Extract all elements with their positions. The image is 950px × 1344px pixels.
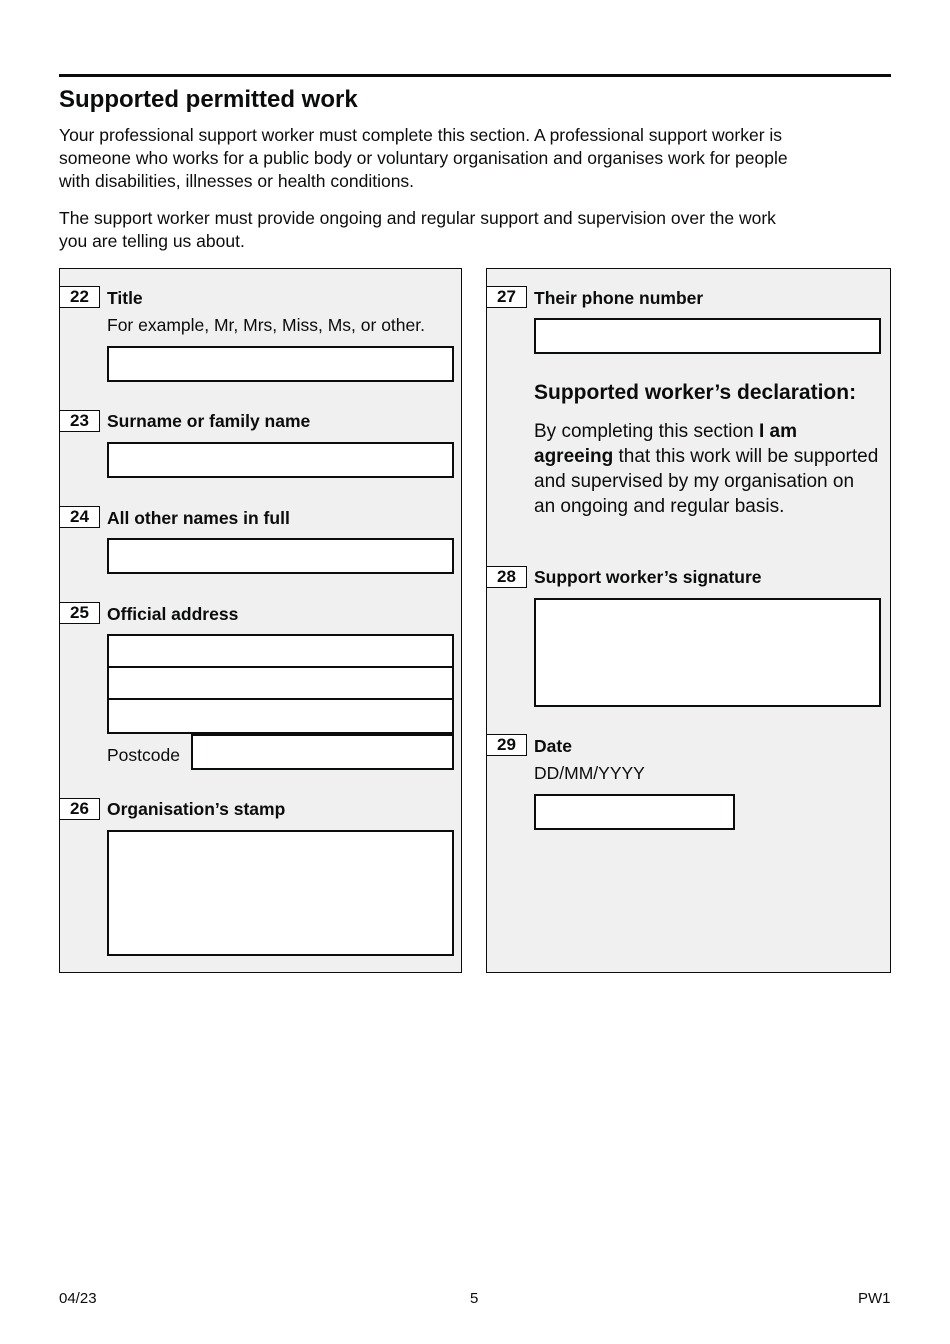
organisation-stamp-box[interactable]: [107, 830, 454, 956]
footer-form-code: PW1: [858, 1290, 891, 1307]
footer-page-number: 5: [470, 1290, 479, 1307]
date-label: Date: [534, 736, 572, 756]
official-address-label: Official address: [107, 604, 239, 624]
date-hint: DD/MM/YYYY: [534, 763, 645, 783]
question-number-27: 27: [487, 286, 527, 308]
declaration-text: [534, 419, 879, 519]
title-input[interactable]: [107, 346, 454, 382]
intro-paragraph: Your professional support worker must complete this section. A professional support worker is someone who works for a public body or voluntary organisation and organises work for people with disabilities, illnesses or health conditions.: [59, 125, 788, 191]
address-line-1-input[interactable]: [107, 634, 454, 668]
address-line-2-input[interactable]: [107, 666, 454, 700]
question-number-25: 25: [60, 602, 100, 624]
other-names-label: All other names in full: [107, 508, 290, 528]
title-label: Title: [107, 288, 143, 308]
page-title: Supported permitted work: [59, 86, 358, 113]
address-line-3-input[interactable]: [107, 698, 454, 734]
question-number-28: 28: [487, 566, 527, 588]
date-input[interactable]: [534, 794, 735, 830]
footer-date: 04/23: [59, 1290, 97, 1307]
surname-label: Surname or family name: [107, 411, 311, 431]
title-hint: For example, Mr, Mrs, Miss, Ms, or other.: [107, 315, 425, 335]
phone-number-input[interactable]: [534, 318, 881, 354]
question-number-22: 22: [60, 286, 100, 308]
signature-label: Support worker’s signature: [534, 567, 762, 587]
question-number-26: 26: [60, 798, 100, 820]
signature-box[interactable]: [534, 598, 881, 707]
other-names-input[interactable]: [107, 538, 454, 574]
postcode-input[interactable]: [191, 734, 454, 770]
phone-number-label: Their phone number: [534, 288, 704, 308]
declaration-text-end: that this work will be supported and supervised by my organisation on an ongoing and regular basis.: [534, 446, 879, 517]
declaration-text-bold: I am agreeing: [534, 421, 797, 467]
question-number-23: 23: [60, 410, 100, 432]
intro-paragraph-2: The support worker must provide ongoing and regular support and supervision over the work you are telling us about.: [59, 208, 776, 251]
question-number-24: 24: [60, 506, 100, 528]
right-form-panel: [486, 268, 891, 973]
organisation-stamp-label: Organisation’s stamp: [107, 799, 286, 819]
postcode-label: Postcode: [107, 745, 180, 765]
top-rule: [59, 74, 891, 77]
surname-input[interactable]: [107, 442, 454, 478]
declaration-text-start: By completing this section: [534, 421, 759, 442]
question-number-29: 29: [487, 734, 527, 756]
declaration-heading: Supported worker’s declaration:: [534, 381, 857, 404]
left-form-panel: [59, 268, 462, 973]
